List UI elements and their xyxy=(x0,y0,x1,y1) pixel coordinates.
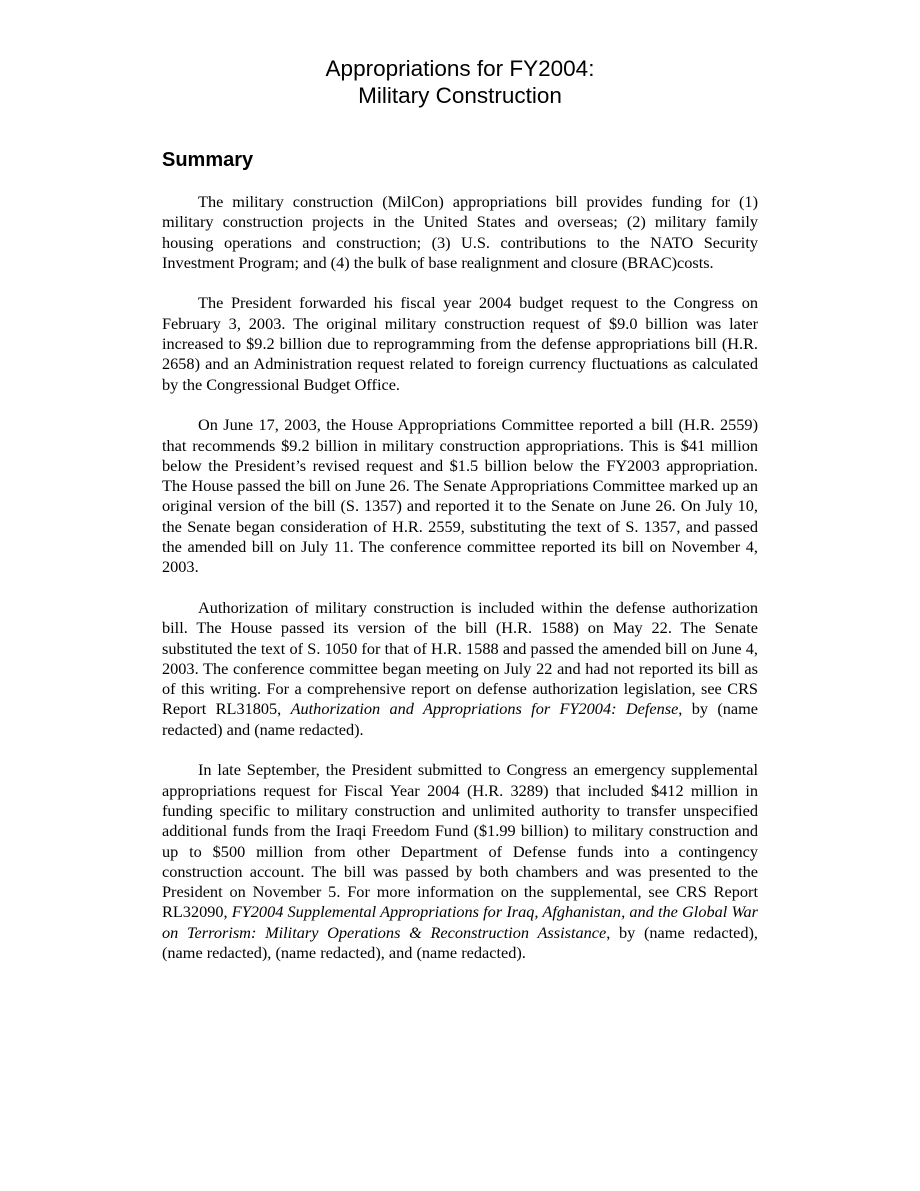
paragraph-text: Authorization of military construction is included within the defense authorization bill. The House passed its version of the bill (H.R. 1588) on May 22. The Senate substituted the text of S. 1050 for that of H.R. 1588 and passed the amended bill on June 4, 2003. The conference committee began meeting on July 22 and had not reported its bill as of this writing. For a comprehensive report on defense authorization legislation, see CRS Report RL31805, xyxy=(162,597,758,719)
report-title-italic: FY2004 Supplemental Appropriations for Iraq, Afghanistan, and the Global War on Terrorism: Military Operations & Reconstruction Assistance xyxy=(162,902,758,942)
paragraph-house-senate-action: On June 17, 2003, the House Appropriations Committee reported a bill (H.R. 2559) that recommends $9.2 billion in military construction appropriations. This is $41 million below the President’s revised request and $1.5 billion below the FY2003 appropriation. The House passed the bill on June 26. The Senate Appropriations Committee marked up an original version of the bill (S. 1357) and reported it to the Senate on June 26. On July 10, the Senate began consideration of H.R. 2559, substituting the text of S. 1357, and passed the amended bill on July 11. The conference committee reported its bill on November 4, 2003. xyxy=(162,415,758,577)
paragraph-text: , by (name redacted), (name redacted), (name redacted), and (name redacted). xyxy=(162,922,759,962)
document-title xyxy=(160,55,760,109)
report-title-italic: Authorization and Appropriations for FY2004: Defense xyxy=(290,699,679,719)
paragraph-text: In late September, the President submitted to Congress an emergency supplemental appropriations request for Fiscal Year 2004 (H.R. 3289) that included $412 million in funding specific to military construction and unlimited authority to transfer unspecified additional funds from the Iraqi Freedom Fund ($1.99 billion) to military construction and up to $500 million from other Department of Defense funds into a contingency construction account. The bill was passed by both chambers and was presented to the President on November 5. For more information on the supplemental, see CRS Report RL32090, xyxy=(162,760,758,922)
paragraph-budget-request: The President forwarded his fiscal year 2004 budget request to the Congress on February 3, 2003. The original military construction request of $9.0 billion was later increased to $9.2 billion due to reprogramming from the defense appropriations bill (H.R. 2658) and an Administration request related to foreign currency fluctuations as calculated by the Congressional Budget Office. xyxy=(162,293,758,394)
title-line-1: Appropriations for FY2004: xyxy=(325,56,595,81)
paragraph-text: , by (name redacted) and (name redacted). xyxy=(162,699,759,739)
section-heading-summary: Summary xyxy=(162,149,254,171)
title-line-2: Military Construction xyxy=(358,83,562,108)
paragraph-authorization xyxy=(162,598,758,740)
summary-body xyxy=(162,192,758,963)
paragraph-milcon-overview: The military construction (MilCon) appropriations bill provides funding for (1) military construction projects in the United States and overseas; (2) military family housing operations and construction; (3) U.S. contributions to the NATO Security Investment Program; and (4) the bulk of base realignment and closure (BRAC)costs. xyxy=(162,192,758,272)
paragraph-supplemental xyxy=(162,760,758,963)
